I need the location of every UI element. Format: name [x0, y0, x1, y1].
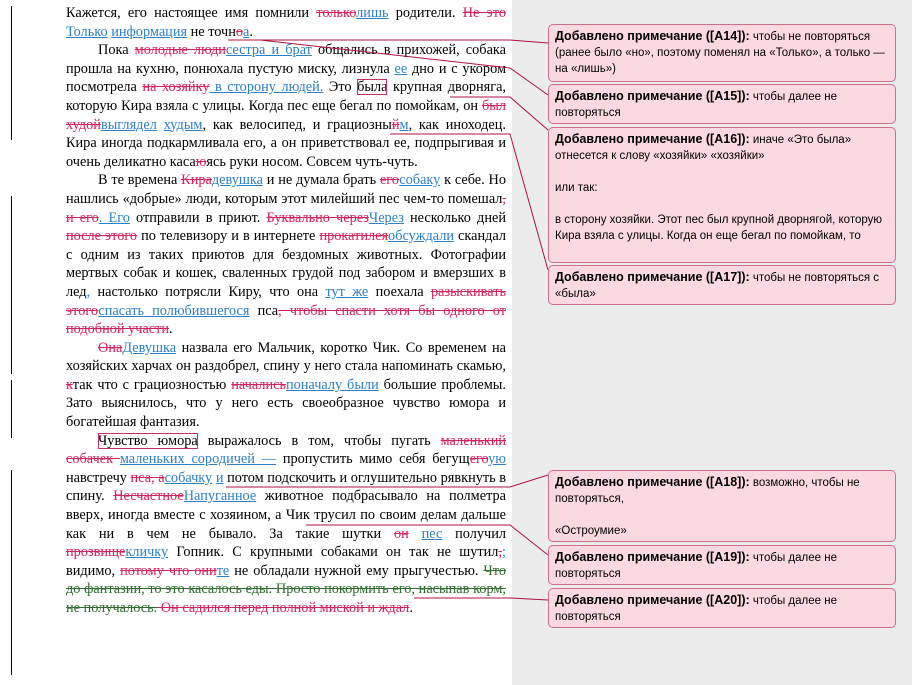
text-run: .: [249, 23, 253, 40]
text-run: потом подскочить и оглушительно рявкнуть в спину.: [66, 469, 506, 505]
comment-header: Добавлено примечание ([A14]):: [555, 29, 750, 43]
text-run: отправили в приют.: [129, 209, 267, 226]
deleted-text: прокатилея: [319, 228, 389, 245]
inserted-text: ую: [488, 451, 506, 468]
text-run: .: [169, 321, 173, 338]
connector-a19: [306, 525, 548, 555]
deleted-text: о: [235, 23, 244, 40]
text-run: Кажется, его настоящее имя помнили: [66, 5, 317, 21]
deleted-text: его: [469, 451, 489, 468]
connector-a20: [414, 598, 548, 600]
comment-a15[interactable]: [548, 84, 896, 124]
deleted-text: Он садился перед полной миской и ждал: [157, 600, 410, 616]
deleted-text: к: [66, 376, 73, 393]
deleted-text: только: [316, 5, 357, 21]
deleted-text: пса, а: [130, 469, 165, 486]
text-run: и не думала брать: [262, 172, 380, 189]
deleted-text: Не это: [462, 5, 506, 21]
text-run: скандал с одним из таких приютов для бездомных животных. Фотографии мертвых собак и кошек, сваленных грудой под забором и вмерзших в лед: [66, 228, 506, 300]
deleted-text: разыскивать этого: [66, 283, 506, 319]
deleted-text: Буквально через: [266, 209, 369, 226]
connector-a17: [390, 134, 548, 270]
deleted-text: на хозяйку: [142, 79, 210, 96]
inserted-text: обсуждали: [388, 228, 454, 245]
text-run: так что с грациозностью: [72, 376, 232, 393]
inserted-text: Только: [66, 23, 108, 40]
inserted-text: Через: [368, 209, 404, 226]
inserted-text: маленьких сородичей —: [119, 451, 277, 468]
comment-header: Добавлено примечание ([A17]):: [555, 270, 750, 284]
inserted-text: собачку: [164, 469, 213, 486]
text-run: животное подбрасывало на полметра вверх, иногда вместе с хозяином, а Чик трусил по своим делам дальше как ни в чем не бывало. За такие шутки: [66, 488, 506, 542]
comment-text: чтобы не повторяться с «была»: [555, 272, 883, 300]
inserted-text: выглядел: [100, 116, 157, 133]
comment-header: Добавлено примечание ([A18]):: [555, 475, 750, 489]
deleted-text: й: [391, 116, 400, 133]
text-run: настолько потрясли Киру, что она: [90, 283, 326, 300]
comment-text: чтобы далее не повторяться: [555, 595, 841, 623]
deleted-text: ,: [498, 544, 503, 561]
comment-a20[interactable]: [548, 588, 896, 628]
text-run: к себе. Но нашлись «добрые» люди, которым этот милейший пес чем-то помешал: [66, 172, 506, 207]
connector-a18: [226, 475, 548, 487]
inserted-text: пес: [421, 525, 443, 542]
deleted-text: был худой: [66, 97, 506, 133]
inserted-text: м: [399, 116, 409, 133]
inserted-text: ,: [86, 283, 91, 300]
text-run: несколько дней: [403, 209, 506, 226]
text-run: видимо,: [66, 562, 121, 579]
comment-a17[interactable]: [548, 265, 896, 305]
text-run: поехала: [368, 283, 431, 300]
text-run: ясь руки носом. Совсем чуть-чуть.: [206, 153, 418, 170]
inserted-text: собаку: [399, 172, 441, 189]
inserted-text: и: [215, 469, 224, 486]
text-run: .: [409, 600, 413, 616]
deleted-text: Несчастное: [113, 488, 184, 505]
comment-text: возможно, чтобы не повторяться, «Остроумие»: [555, 477, 860, 537]
deleted-text: прозвище: [66, 544, 126, 561]
text-run: общались в прихожей, собака прошла на кухню, понюхала пустую миску, лизнула: [66, 42, 506, 77]
inserted-text: те: [216, 562, 230, 579]
text-run: крупная дворняга, которую Кира взяла с улицы. Когда пес еще бегал по помойкам, он: [66, 79, 507, 114]
text-run: , как иноходец. Кира иногда подкармливала его, а он приветствовал ее, подпрыгивая и очень деликатно каса: [66, 116, 506, 170]
comment-a18[interactable]: [548, 470, 896, 542]
inserted-text: спасать полюбившегося: [98, 302, 250, 319]
text-run: Гопник. С крупными собаками он так не шутил: [168, 544, 499, 561]
text-run: большие проблемы. Зато выяснилось, что у него есть своеобразное чувство юмора и богатейшая фантазия.: [66, 376, 506, 431]
inserted-text: худым: [163, 116, 203, 133]
text-run: родители.: [388, 5, 463, 21]
inserted-text: а: [243, 23, 250, 40]
inserted-text: в сторону людей.: [209, 79, 324, 96]
text-run: пса: [249, 302, 279, 319]
text-run: не точн: [187, 23, 236, 40]
text-run: , как велосипед, и грациозны: [202, 116, 392, 133]
inserted-text: Девушка: [122, 339, 177, 356]
deleted-text: он: [393, 525, 409, 542]
inserted-text: девушка: [211, 172, 263, 189]
text-run: по телевизору и в интернете: [137, 228, 320, 245]
deleted-text: маленький собачек: [66, 432, 506, 468]
comment-header: Добавлено примечание ([A20]):: [555, 593, 750, 607]
comment-header: Добавлено примечание ([A16]):: [555, 132, 750, 146]
deleted-text: начались: [231, 376, 286, 393]
text-run: выражалось в том, чтобы пугать: [197, 432, 441, 449]
deleted-text: его: [379, 172, 400, 189]
deleted-text: молодые люди: [134, 42, 226, 59]
deleted-text: ю: [195, 153, 207, 170]
deleted-text: Кира: [181, 172, 212, 189]
inserted-text: Напуганное: [183, 488, 257, 505]
text-run: пропустить мимо себя бегущ: [276, 451, 470, 468]
text-run: дно и с укором посмотрела: [66, 60, 506, 96]
inserted-text: . Его: [98, 209, 130, 226]
text-run: навстречу: [66, 469, 131, 486]
inserted-text: тут же: [325, 283, 369, 300]
comment-text: чтобы далее не повторяться: [555, 552, 841, 580]
commented-text: Чувство юмора: [98, 432, 198, 449]
text-run: получил: [442, 525, 506, 542]
connector-a15: [260, 40, 548, 95]
deleted-text: после этого: [66, 228, 138, 245]
connector-a16: [450, 97, 548, 130]
deleted-text: , и его: [66, 190, 506, 226]
text-run: В те времена: [98, 172, 182, 189]
text-run: не обладали нужной ему прыгучестью.: [229, 562, 484, 579]
inserted-text: ее: [394, 60, 408, 77]
comment-text: чтобы далее не повторяться: [555, 91, 841, 119]
text-run: Это: [323, 79, 358, 96]
inserted-text: информация: [111, 23, 188, 40]
deleted-text: Она: [98, 339, 123, 356]
comment-a14[interactable]: [548, 24, 896, 82]
text-run: назвала его Мальчик, коротко Чик. Со временем на хозяйских харчах он раздобрел, спину у него стала напоминать скамью,: [66, 339, 506, 375]
deleted-text: Что до фантазии, то это касалось еды. Просто покормить его, насыпав корм, не получалось.: [66, 562, 506, 616]
comment-text: чтобы не повторяться (ранее было «но», поэтому поменял на «Только», а только — на «лишь»): [555, 31, 889, 75]
deleted-text: , чтобы спасти хотя бы одного от подобной участи: [66, 302, 507, 338]
comment-a16[interactable]: [548, 127, 896, 263]
inserted-text: поначалу были: [285, 376, 379, 393]
inserted-text: ;: [502, 544, 506, 561]
inserted-text: лишь: [356, 5, 389, 21]
comment-a19[interactable]: [548, 545, 896, 585]
comment-text: иначе «Это была» отнесется к слову «хозяйки» «хозяйки» или так: в сторону хозяйки. Этот пес был крупной дворнягой, которую Кира взяла с улицы. Когда он еще бегал по помойкам, то: [555, 134, 882, 242]
inserted-text: кличку: [125, 544, 169, 561]
inserted-text: сестра и брат: [225, 42, 312, 59]
commented-text: была: [357, 79, 388, 96]
deleted-text: потому что они: [120, 562, 217, 579]
comment-header: Добавлено примечание ([A15]):: [555, 89, 750, 103]
comment-header: Добавлено примечание ([A19]):: [555, 550, 750, 564]
text-run: Пока: [98, 42, 135, 59]
